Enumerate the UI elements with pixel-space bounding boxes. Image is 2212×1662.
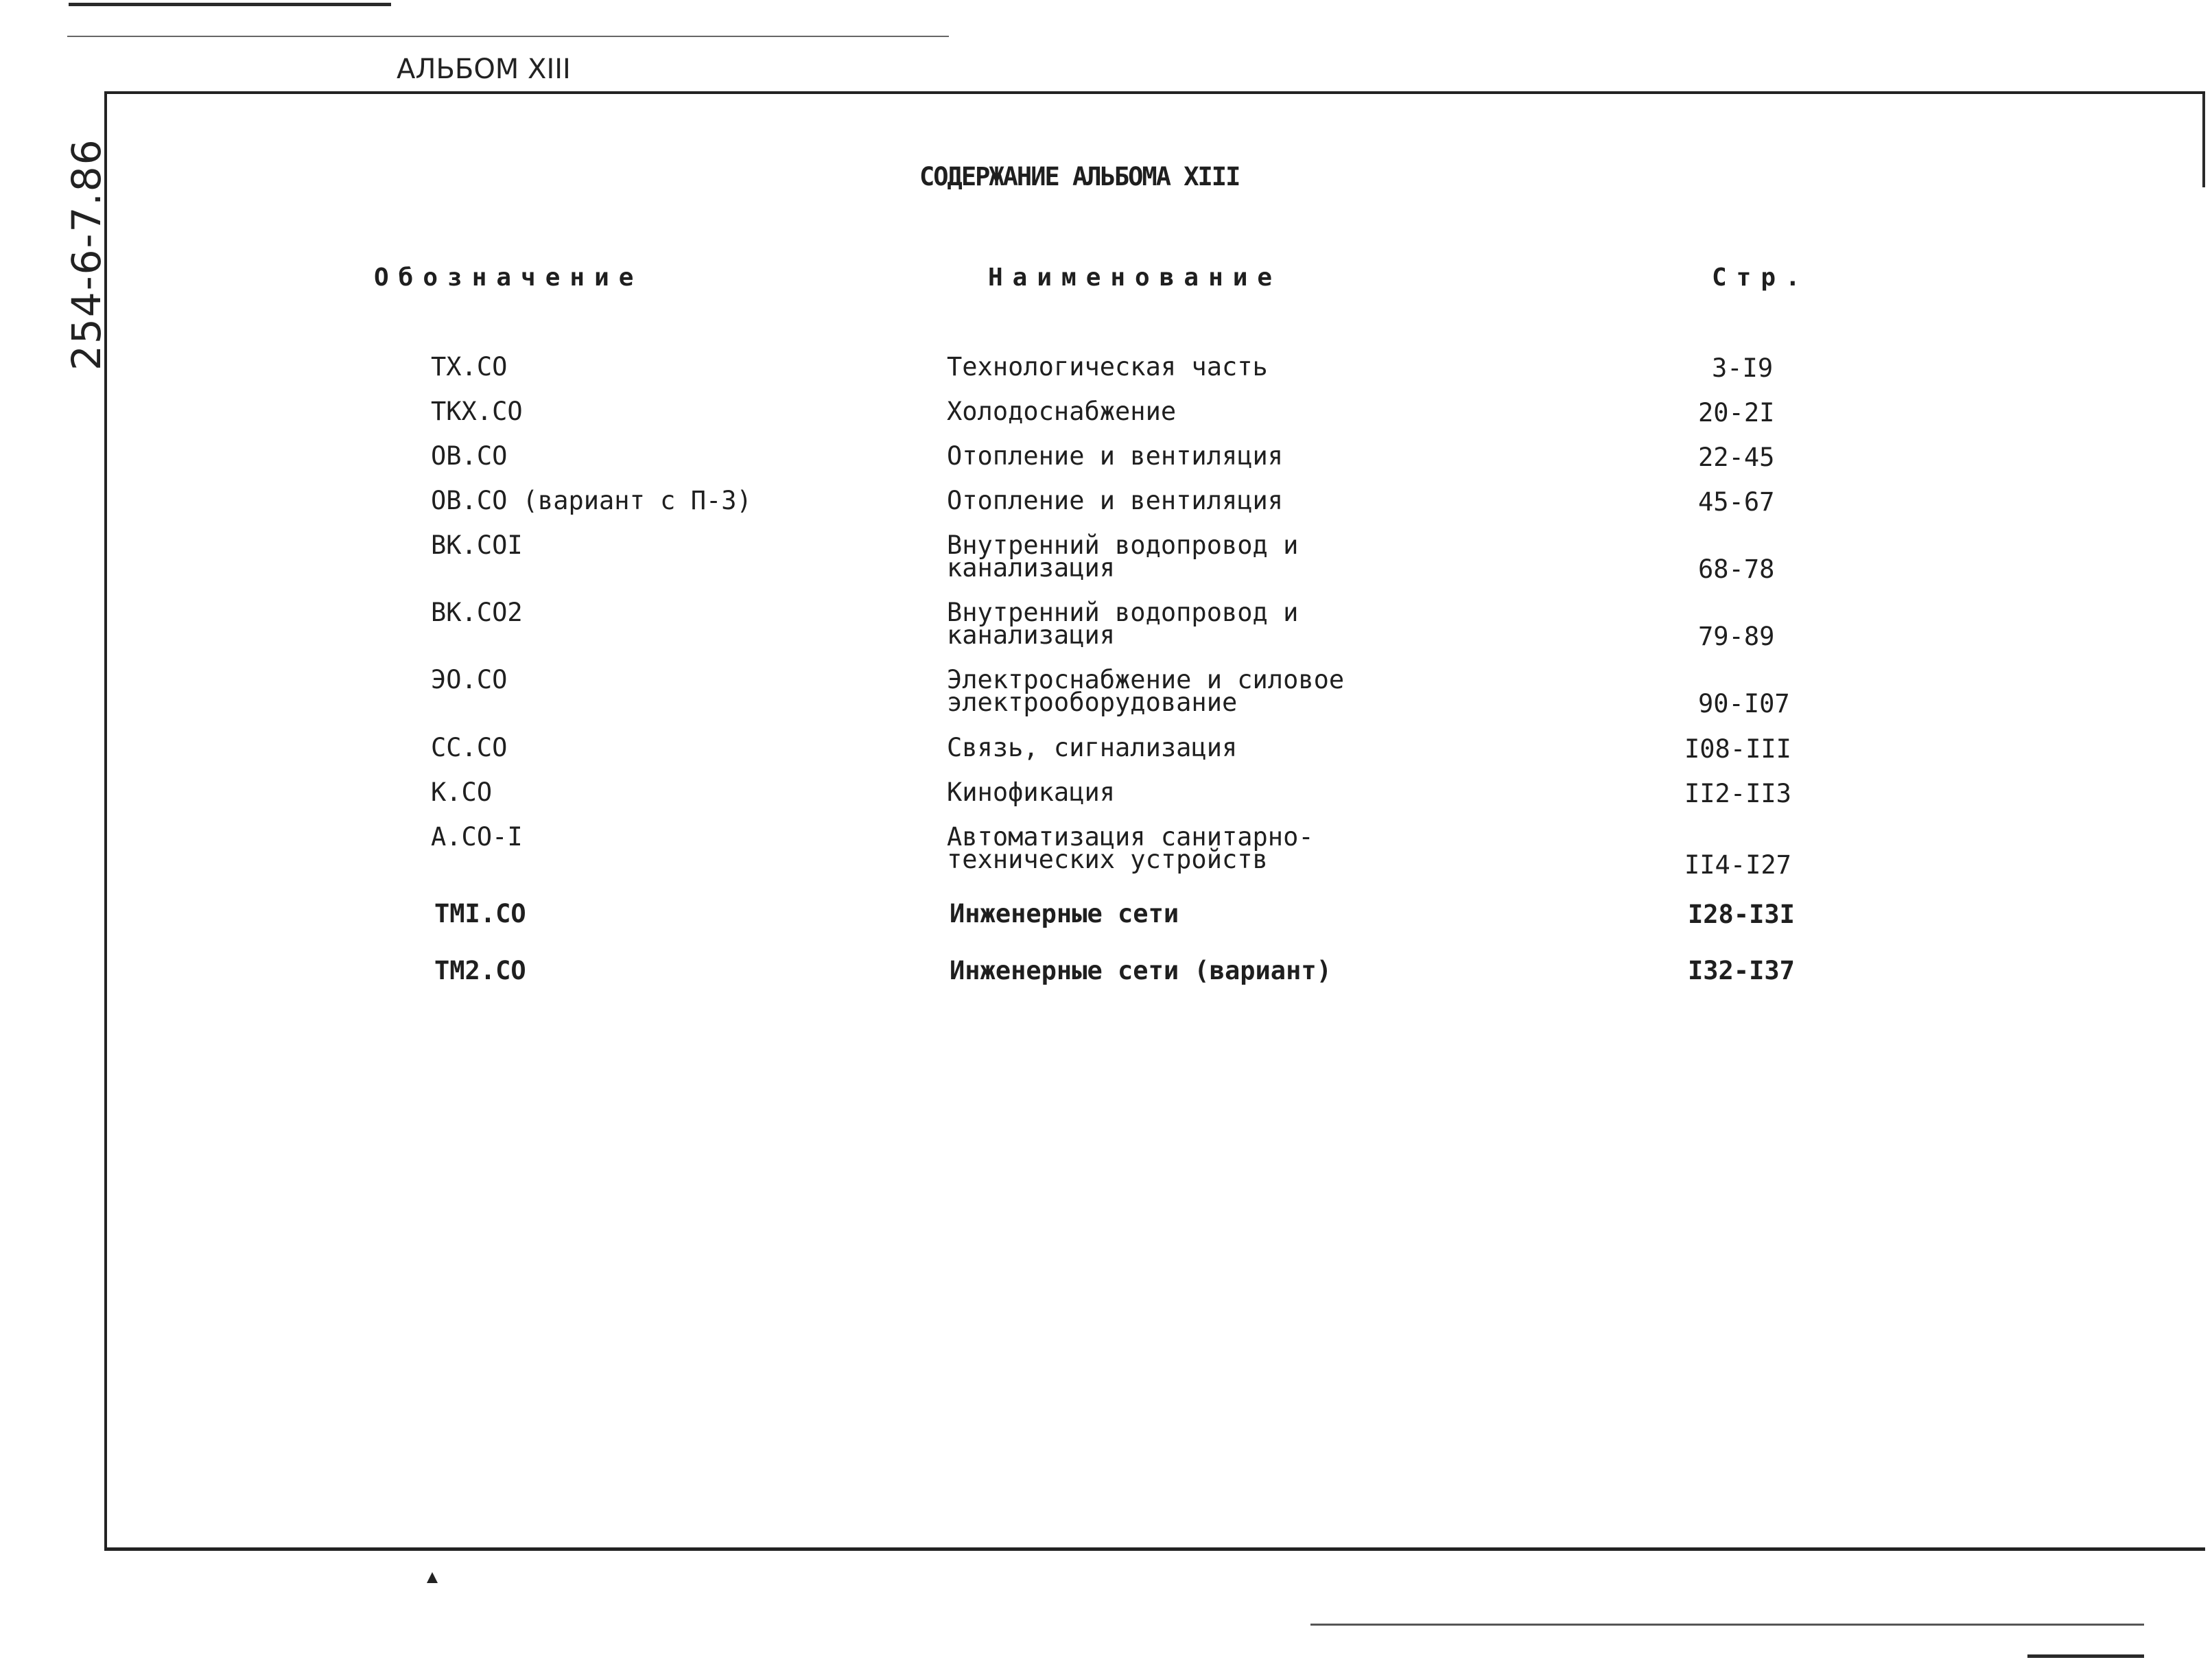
row-code: ВК.СО2 bbox=[431, 598, 523, 627]
row-pages: 45-67 bbox=[1698, 487, 1775, 517]
row-code: ТХ.СО bbox=[431, 352, 508, 382]
row-code: ТМ2.СО bbox=[434, 956, 526, 985]
top-edge-line bbox=[69, 3, 391, 6]
row-code: СС.СО bbox=[431, 733, 508, 762]
row-pages: I32-I37 bbox=[1688, 956, 1795, 985]
row-name: Инженерные сети (вариант) bbox=[950, 956, 1332, 985]
top-rule-line bbox=[67, 36, 949, 37]
row-name: Внутренний водопровод и канализация bbox=[947, 530, 1299, 583]
scan-mark-icon bbox=[427, 1572, 438, 1583]
row-name: Холодоснабжение bbox=[947, 397, 1177, 426]
row-name: Автоматизация санитарно-технических устройств bbox=[947, 822, 1314, 874]
row-name: Электроснабжение и силовое электрооборудование bbox=[947, 665, 1345, 717]
row-code: ОВ.СО bbox=[431, 441, 508, 471]
row-name: Отопление и вентиляция bbox=[947, 441, 1284, 471]
row-pages: 3-I9 bbox=[1712, 353, 1774, 383]
row-name: Внутренний водопровод и канализация bbox=[947, 598, 1299, 650]
row-pages: 22-45 bbox=[1698, 443, 1775, 472]
row-pages: I28-I3I bbox=[1688, 900, 1795, 929]
row-code: ВК.СОI bbox=[431, 530, 523, 560]
document-code: 254-6-7.86 bbox=[63, 138, 110, 371]
album-label: АЛЬБОМ XIII bbox=[397, 54, 571, 85]
row-pages: 90-I07 bbox=[1698, 689, 1790, 718]
header-pages: Стр. bbox=[1712, 264, 1810, 292]
bottom-rule-line bbox=[1310, 1624, 2144, 1626]
row-code: ТМI.СО bbox=[434, 899, 526, 928]
row-pages: II4-I27 bbox=[1684, 850, 1791, 880]
row-name: Инженерные сети bbox=[950, 899, 1179, 928]
header-name: Наименование bbox=[988, 264, 1282, 292]
header-designation: Обозначение bbox=[374, 264, 644, 292]
row-pages: 20-2I bbox=[1698, 398, 1775, 428]
row-code: К.СО bbox=[431, 777, 493, 807]
page-title: СОДЕРЖАНИЕ АЛЬБОМА XIII bbox=[919, 162, 1240, 191]
row-name: Технологическая часть bbox=[947, 352, 1268, 382]
row-code: ЭО.СО bbox=[431, 665, 508, 694]
row-pages: II2-II3 bbox=[1684, 779, 1791, 808]
bottom-edge-line bbox=[2027, 1654, 2144, 1658]
row-code: ОВ.СО (вариант с П-3) bbox=[431, 486, 752, 515]
row-code: А.СО-I bbox=[431, 822, 523, 852]
row-name: Кинофикация bbox=[947, 777, 1116, 807]
row-name: Отопление и вентиляция bbox=[947, 486, 1284, 515]
row-pages: 79-89 bbox=[1698, 622, 1775, 651]
row-pages: I08-III bbox=[1684, 734, 1791, 764]
row-name: Связь, сигнализация bbox=[947, 733, 1238, 762]
row-code: ТКХ.СО bbox=[431, 397, 523, 426]
row-pages: 68-78 bbox=[1698, 554, 1775, 584]
document-frame bbox=[104, 91, 2205, 1551]
